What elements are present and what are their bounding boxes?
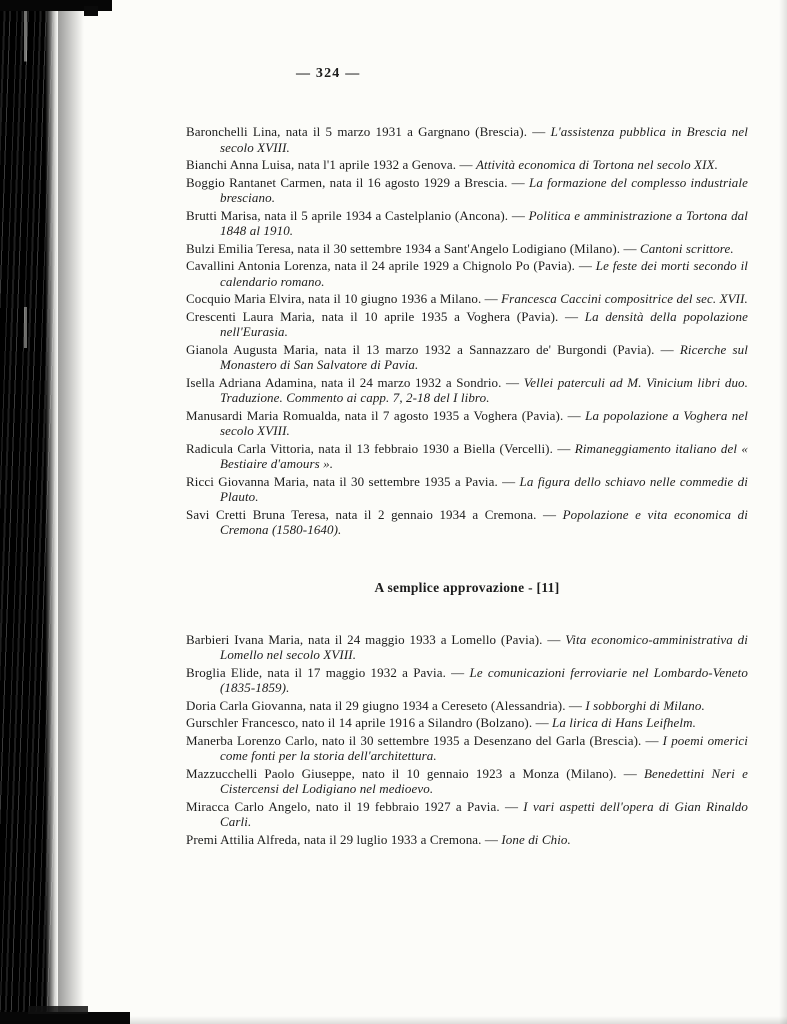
em-dash-separator: — xyxy=(527,124,551,139)
page-edge-bottom xyxy=(0,1016,787,1024)
entry-thesis-title: La lirica di Hans Leifhelm. xyxy=(552,715,696,730)
entry-author-bio: Brutti Marisa, nata il 5 aprile 1934 a Castelplanio (Ancona). xyxy=(186,207,509,223)
entry-thesis-title: I vari aspetti dell'opera di Gian Rinaldo Carli. xyxy=(220,798,748,829)
em-dash-separator: — xyxy=(508,207,529,223)
entry-thesis-title: L'assistenza pubblica in Brescia nel secolo XVIII. xyxy=(220,124,748,155)
entry-author-bio: Manusardi Maria Romualda, nata il 7 agosto 1935 a Voghera (Pavia). xyxy=(186,407,564,423)
page-number: — 324 — xyxy=(296,66,361,81)
entry-thesis-title: Benedettini Neri e Cistercensi del Lodigiano nel medioevo. xyxy=(220,765,748,796)
thesis-entry xyxy=(186,507,748,538)
section-heading: A semplice approvazione - [11] xyxy=(374,579,560,595)
page-edge-right xyxy=(779,0,787,1024)
entry-author-bio: Doria Carla Giovanna, nata il 29 giugno 1934 a Cereseto (Alessandria). xyxy=(186,697,566,713)
em-dash-separator: — xyxy=(536,506,563,522)
thesis-entry xyxy=(186,766,748,797)
entry-thesis-title: Politica e amministrazione a Tortona dal 1848 al 1910. xyxy=(220,207,748,238)
entry-author-bio: Bianchi Anna Luisa, nata l'1 aprile 1932 a Genova. xyxy=(186,157,457,172)
thesis-entry xyxy=(186,632,748,663)
em-dash-separator: — xyxy=(481,291,502,306)
em-dash-separator: — xyxy=(654,341,680,357)
entry-thesis-title: Ricerche sul Monastero di San Salvatore di Pavia. xyxy=(220,341,748,372)
entry-author-bio: Crescenti Laura Maria, nata il 10 aprile 1935 a Voghera (Pavia). xyxy=(186,308,559,324)
page-content xyxy=(186,66,748,849)
entry-thesis-title: Vita economico-amministrativa di Lomello nel secolo XVIII. xyxy=(220,631,748,662)
entry-author-bio: Bulzi Emilia Teresa, nata il 30 settembre 1934 a Sant'Angelo Lodigiano (Milano). xyxy=(186,240,621,256)
thesis-entry xyxy=(186,157,748,173)
em-dash-separator: — xyxy=(558,308,585,324)
thesis-entry xyxy=(186,124,748,155)
entry-thesis-title: Francesca Caccini compositrice del sec. XVII. xyxy=(501,291,748,306)
em-dash-separator: — xyxy=(497,473,520,489)
thesis-entry xyxy=(186,208,748,239)
em-dash-separator: — xyxy=(641,732,663,748)
entry-author-bio: Baronchelli Lina, nata il 5 marzo 1931 a Gargnano (Brescia). xyxy=(186,124,528,139)
entry-thesis-title: La densità della popolazione nell'Eurasia. xyxy=(220,308,748,339)
entry-author-bio: Savi Cretti Bruna Teresa, nata il 2 gennaio 1934 a Cremona. xyxy=(186,506,537,522)
entry-thesis-title: Rimaneggiamento italiano del « Bestiaire d'amours ». xyxy=(220,440,748,471)
entry-author-bio: Boggio Rantanet Carmen, nata il 16 agosto 1929 a Brescia. xyxy=(186,174,508,190)
entry-thesis-title: Attività economica di Tortona nel secolo XIX. xyxy=(475,157,718,172)
thesis-entry xyxy=(186,258,748,289)
entry-author-bio: Radicula Carla Vittoria, nata il 13 febbraio 1930 a Biella (Vercelli). xyxy=(186,440,553,456)
entry-thesis-title: Vellei paterculi ad M. Vinicium libri duo. Traduzione. Commento ai capp. 7, 2-18 del I libro. xyxy=(220,374,748,405)
entry-author-bio: Barbieri Ivana Maria, nata il 24 maggio 1933 a Lomello (Pavia). xyxy=(186,631,543,647)
entry-author-bio: Isella Adriana Adamina, nata il 24 marzo 1932 a Sondrio. xyxy=(186,374,502,390)
thesis-entry xyxy=(186,375,748,406)
entry-author-bio: Cocquio Maria Elvira, nata il 10 giugno 1936 a Milano. xyxy=(186,291,482,306)
entry-sections xyxy=(186,124,748,847)
em-dash-separator: — xyxy=(501,374,524,390)
thesis-entry xyxy=(186,474,748,505)
thesis-entry xyxy=(186,799,748,830)
thesis-entry xyxy=(186,665,748,696)
entry-author-bio: Cavallini Antonia Lorenza, nata il 24 aprile 1929 a Chignolo Po (Pavia). xyxy=(186,258,575,273)
binding-edge xyxy=(0,0,58,1024)
thesis-entry xyxy=(186,241,748,257)
em-dash-separator: — xyxy=(456,157,476,172)
thesis-entry xyxy=(186,291,748,307)
scan-artifact-top-small xyxy=(84,6,98,16)
entry-author-bio: Gianola Augusta Maria, nata il 13 marzo 1932 a Sannazzaro de' Burgondi (Pavia). xyxy=(186,341,655,357)
entry-author-bio: Gurschler Francesco, nato il 14 aprile 1916 a Silandro (Bolzano). xyxy=(186,715,533,730)
entry-thesis-title: La formazione del complesso industriale bresciano. xyxy=(220,174,748,205)
thesis-entry xyxy=(186,408,748,439)
thesis-entry xyxy=(186,733,748,764)
em-dash-separator: — xyxy=(620,240,640,256)
em-dash-separator: — xyxy=(563,407,586,423)
entry-thesis-title: Ione di Chio. xyxy=(501,831,571,847)
thesis-entry xyxy=(186,715,748,731)
entry-thesis-title: Popolazione e vita economica di Cremona (1580-1640). xyxy=(220,506,748,537)
thesis-entry xyxy=(186,441,748,472)
thesis-entry xyxy=(186,832,748,848)
em-dash-separator: — xyxy=(507,174,530,190)
entry-author-bio: Mazzucchelli Paolo Giuseppe, nato il 10 gennaio 1923 a Monza (Milano). xyxy=(186,765,617,781)
em-dash-separator: — xyxy=(552,440,575,456)
entry-thesis-title: Le comunicazioni ferroviarie nel Lombardo-Veneto (1835-1859). xyxy=(220,664,748,695)
em-dash-separator: — xyxy=(532,715,553,730)
em-dash-separator: — xyxy=(565,697,586,713)
em-dash-separator: — xyxy=(542,631,566,647)
entry-thesis-title: Cantoni scrittore. xyxy=(639,240,734,256)
entry-thesis-title: La figura dello schiavo nelle commedie di Plauto. xyxy=(220,473,748,504)
em-dash-separator: — xyxy=(445,664,470,680)
em-dash-separator: — xyxy=(575,258,596,273)
entry-author-bio: Ricci Giovanna Maria, nata il 30 settembre 1935 a Pavia. xyxy=(186,473,498,489)
em-dash-separator: — xyxy=(481,831,502,847)
binding-shadow xyxy=(58,0,84,1024)
entry-thesis-title: I sobborghi di Milano. xyxy=(585,697,705,713)
entry-thesis-title: Le feste dei morti secondo il calendario romano. xyxy=(220,258,748,289)
em-dash-separator: — xyxy=(499,798,524,814)
em-dash-separator: — xyxy=(616,765,644,781)
entry-author-bio: Premi Attilia Alfreda, nata il 29 luglio 1933 a Cremona. xyxy=(186,831,482,847)
thesis-entry xyxy=(186,175,748,206)
thesis-entry xyxy=(186,342,748,373)
thesis-entry xyxy=(186,309,748,340)
entry-author-bio: Broglia Elide, nata il 17 maggio 1932 a Pavia. xyxy=(186,664,446,680)
entry-author-bio: Miracca Carlo Angelo, nato il 19 febbraio 1927 a Pavia. xyxy=(186,798,500,814)
entry-thesis-title: La popolazione a Voghera nel secolo XVIII. xyxy=(220,407,748,438)
scan-artifact-bottom-small xyxy=(28,1006,88,1014)
thesis-entry xyxy=(186,698,748,714)
entry-author-bio: Manerba Lorenzo Carlo, nato il 30 settembre 1935 a Desenzano del Garla (Brescia). xyxy=(186,732,642,748)
entry-thesis-title: I poemi omerici come fonti per la storia dell'architettura. xyxy=(220,732,748,763)
